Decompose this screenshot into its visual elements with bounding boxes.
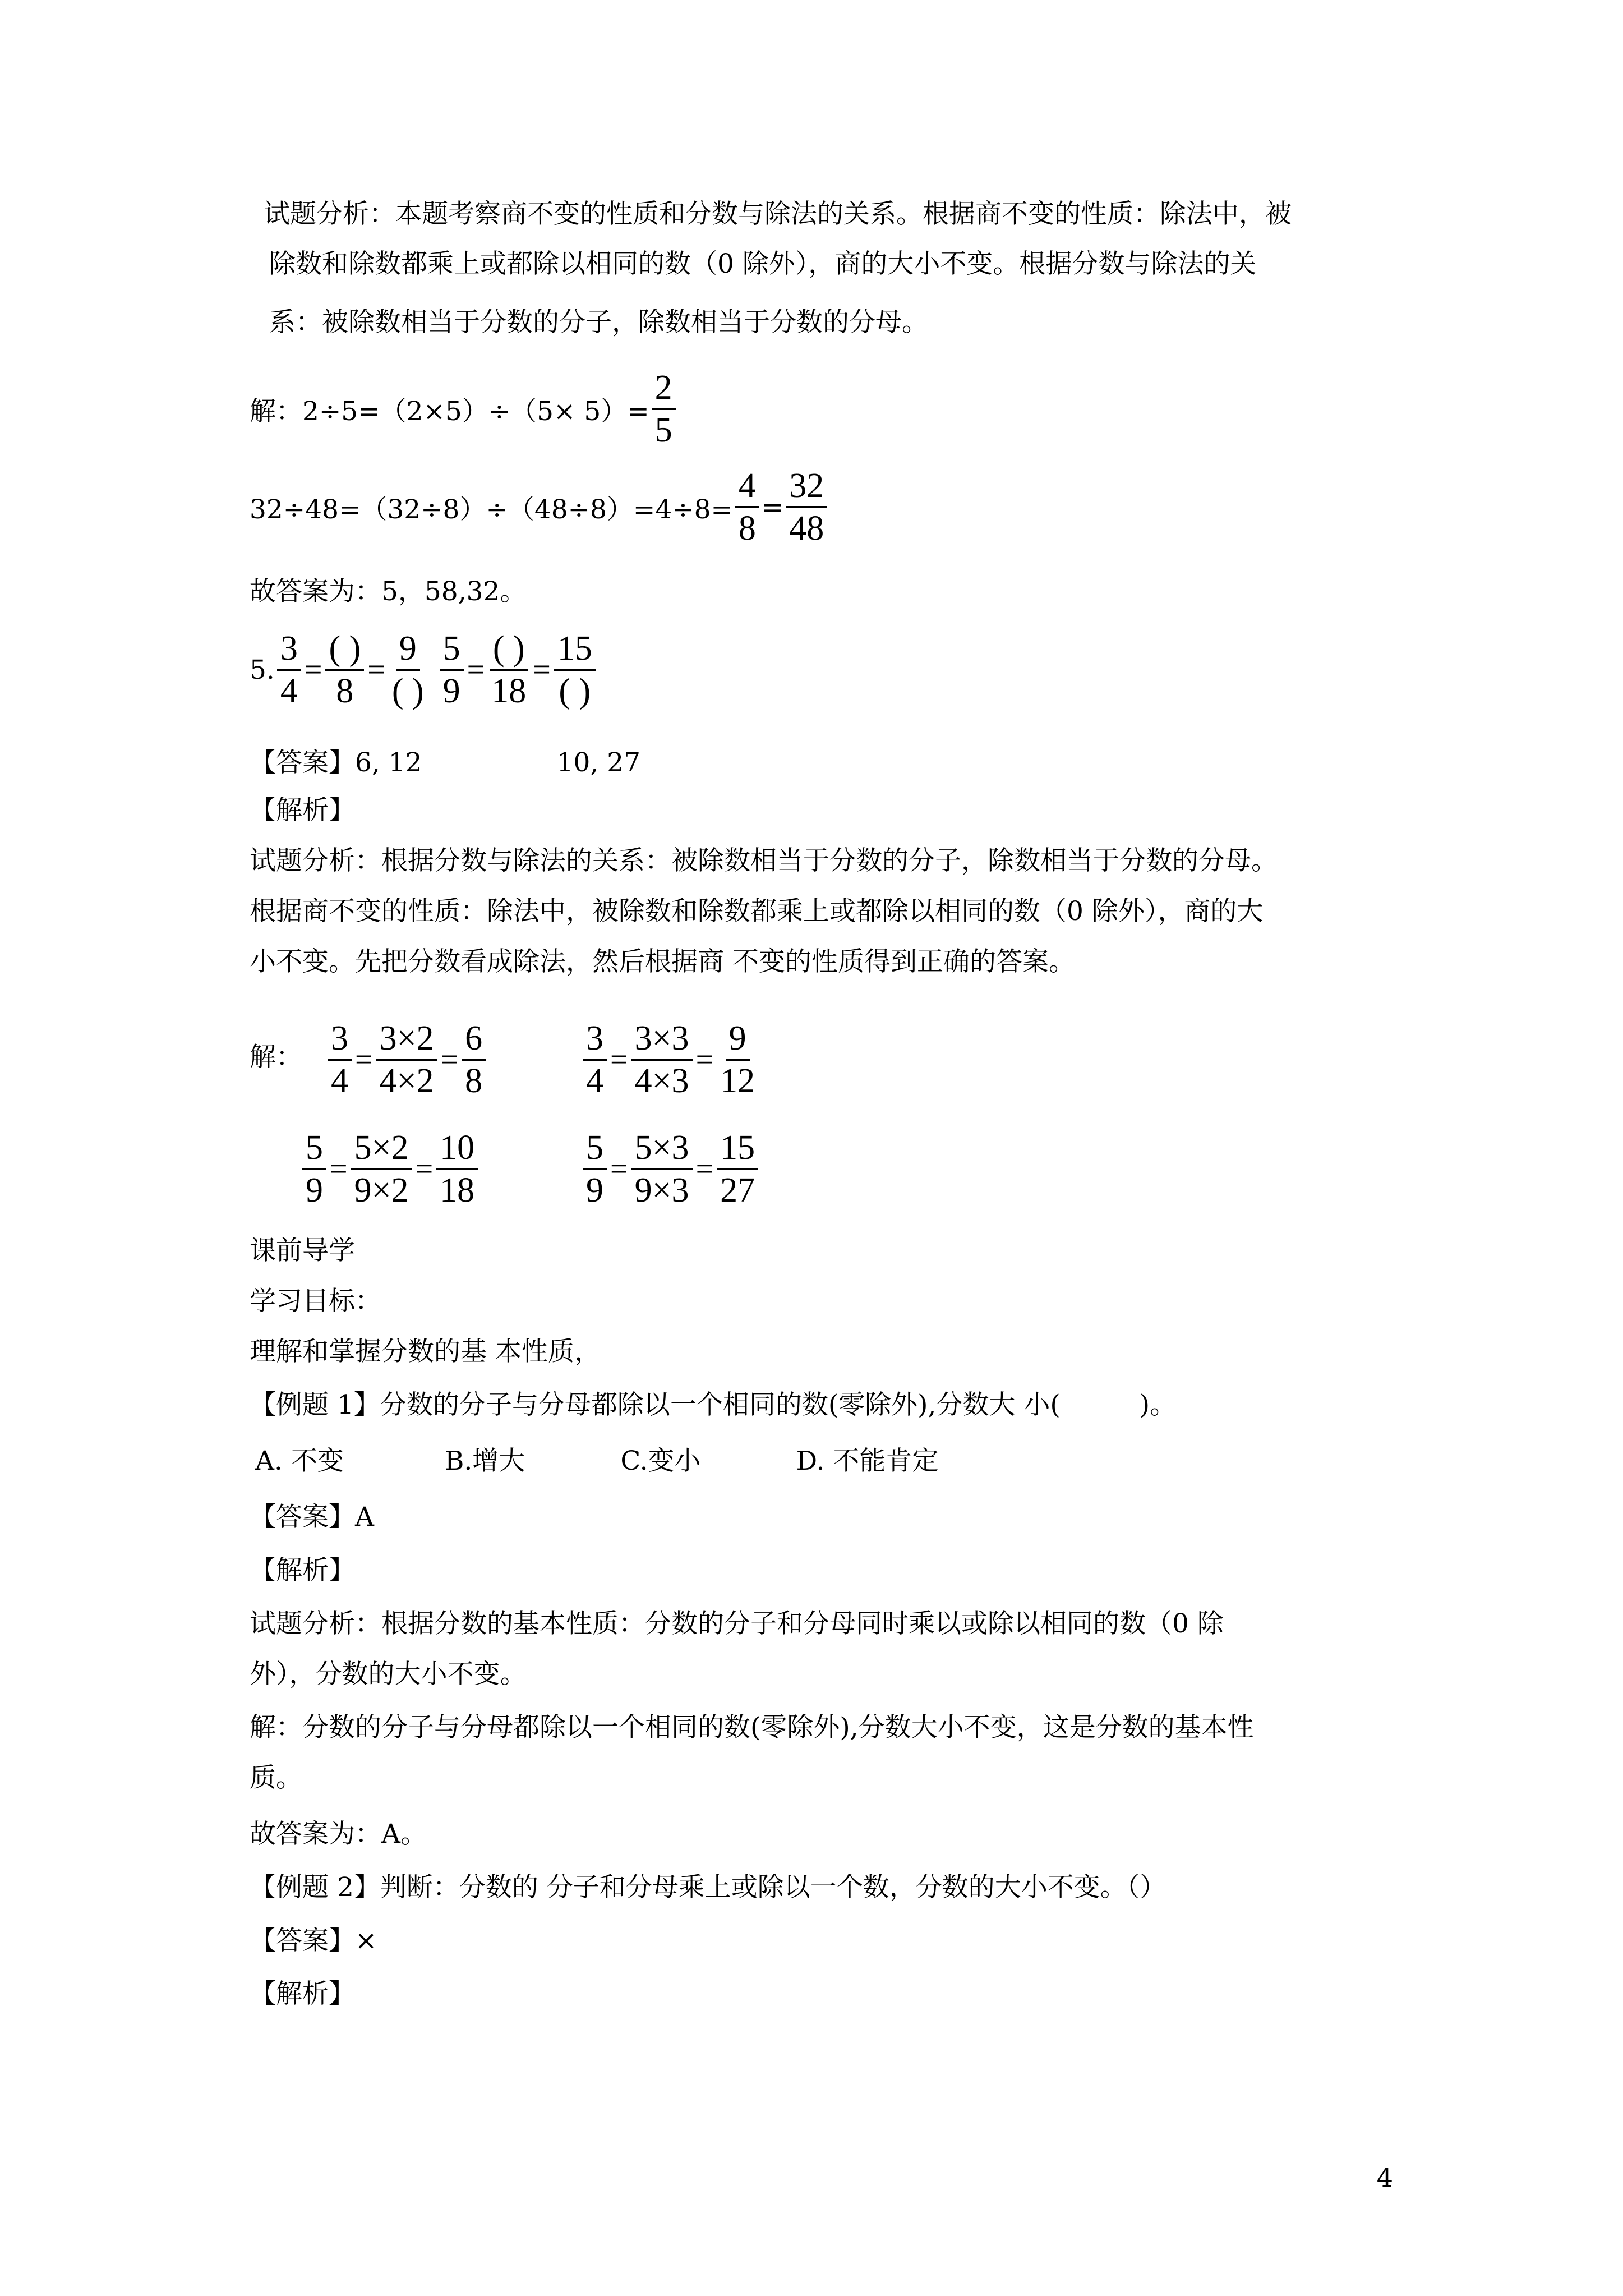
solution-text: 32÷48=（32÷8）÷（48÷8）=4÷8= <box>250 494 733 525</box>
equals-sign: = <box>304 652 322 687</box>
equals-sign: = <box>367 652 385 687</box>
fraction <box>351 1128 412 1211</box>
analysis-line: 试题分析：根据分数与除法的关系：被除数相当于分数的分子，除数相当于分数的分母。 <box>250 845 1278 876</box>
work-equation <box>325 1018 488 1101</box>
analysis-line: 根据商不变的性质：除法中，被除数和除数都乘上或都除以相同的数（0 除外），商的大 <box>250 896 1264 927</box>
numerator: 9 <box>726 1018 750 1061</box>
numerator: 4 <box>735 466 759 508</box>
denominator: 4×2 <box>379 1062 434 1100</box>
answer-line: 【答案】× <box>250 1925 377 1956</box>
option-d: D. 不能肯定 <box>796 1446 939 1476</box>
fraction <box>786 466 827 549</box>
fraction <box>376 1018 437 1101</box>
analysis-line: 除数和除数都乘上或都除以相同的数（0 除外），商的大小不变。根据分数与除法的关 <box>269 249 1257 279</box>
numerator: 6 <box>462 1018 486 1061</box>
equals-sign: = <box>695 1042 714 1077</box>
numerator: ( ) <box>325 628 364 671</box>
numerator: 3 <box>328 1018 352 1061</box>
fraction <box>652 367 676 450</box>
example-2-question: 【例题 2】判断：分数的 分子和分母乘上或除以一个数，分数的大小不变。（） <box>250 1872 1166 1903</box>
question-number: 5. <box>250 654 275 685</box>
answer-label: 【答案】 <box>250 747 355 778</box>
denominator: 27 <box>720 1171 755 1209</box>
solution-line-1 <box>250 367 678 450</box>
fraction <box>462 1018 486 1101</box>
denominator: ( ) <box>559 672 591 710</box>
denominator: 18 <box>440 1171 475 1209</box>
denominator: 8 <box>336 672 354 710</box>
option-c: C.变小 <box>620 1446 701 1476</box>
equals-sign: = <box>467 652 485 687</box>
numerator: 5×2 <box>351 1128 412 1170</box>
page-number: 4 <box>1376 2162 1393 2193</box>
equals-sign: = <box>533 652 551 687</box>
fraction <box>277 628 301 711</box>
numerator: 3×2 <box>376 1018 437 1061</box>
numerator: 10 <box>436 1128 478 1170</box>
solution-line-2 <box>250 466 829 549</box>
answer-line: 【答案】A <box>250 1502 374 1533</box>
fraction <box>583 1128 607 1211</box>
equals-sign: = <box>330 1152 348 1186</box>
fraction <box>325 628 364 711</box>
goal-text: 理解和掌握分数的基 本性质， <box>250 1336 601 1367</box>
denominator: 5 <box>654 411 672 449</box>
equals-sign: = <box>695 1152 714 1186</box>
work-equation <box>580 1128 760 1211</box>
analysis-line: 小不变。先把分数看成除法，然后根据商 不变的性质得到正确的答案。 <box>250 946 1075 977</box>
answer-line: 故答案为：5，58,32。 <box>250 576 527 607</box>
analysis-line: 试题分析：本题考察商不变的性质和分数与除法的关系。根据商不变的性质：除法中，被 <box>264 199 1292 229</box>
option-b: B.增大 <box>444 1446 525 1476</box>
example-1-options <box>255 1444 938 1478</box>
option-a: A. 不变 <box>255 1446 344 1476</box>
denominator: ( ) <box>391 672 424 710</box>
denominator: 48 <box>789 509 824 547</box>
analysis-line: 系：被除数相当于分数的分子，除数相当于分数的分母。 <box>269 307 928 338</box>
question-5 <box>250 628 598 711</box>
numerator: 3×3 <box>631 1018 693 1061</box>
denominator: 8 <box>465 1062 483 1100</box>
fraction <box>302 1128 326 1211</box>
equals-sign: = <box>355 1042 373 1077</box>
numerator: ( ) <box>490 628 528 671</box>
analysis-line: 试题分析：根据分数的基本性质：分数的分子和分母同时乘以或除以相同的数（0 除 <box>250 1608 1224 1639</box>
denominator: 12 <box>720 1062 755 1100</box>
answer-value: 10, 27 <box>556 747 641 778</box>
numerator: 15 <box>554 628 596 671</box>
work-equation <box>300 1128 480 1211</box>
solution-text: 解：2÷5=（2×5）÷（5× 5）= <box>250 395 649 427</box>
numerator: 9 <box>396 628 420 671</box>
numerator: 3 <box>277 628 301 671</box>
fraction <box>389 628 427 711</box>
denominator: 9×2 <box>354 1171 409 1209</box>
fraction <box>717 1018 758 1101</box>
numerator: 5 <box>583 1128 607 1170</box>
denominator: 9×3 <box>634 1171 689 1209</box>
fraction <box>328 1018 352 1101</box>
fraction <box>554 628 596 711</box>
equals-sign: = <box>610 1042 628 1077</box>
denominator: 9 <box>442 672 460 710</box>
equals-sign: = <box>440 1042 459 1077</box>
fraction <box>717 1128 758 1211</box>
denominator: 18 <box>491 672 527 710</box>
denominator: 4 <box>280 672 298 710</box>
denominator: 8 <box>738 509 756 547</box>
fraction <box>631 1128 693 1211</box>
equals-sign: = <box>415 1152 434 1186</box>
numerator: 2 <box>652 367 676 410</box>
fraction <box>436 1128 478 1211</box>
answer-line <box>250 746 640 780</box>
section-heading: 课前导学 <box>250 1235 355 1266</box>
numerator: 5×3 <box>631 1128 693 1170</box>
solve-line: 解：分数的分子与分母都除以一个相同的数(零除外),分数大小不变，这是分数的基本性 <box>250 1712 1254 1743</box>
numerator: 5 <box>302 1128 326 1170</box>
denominator: 4×3 <box>634 1062 689 1100</box>
fraction <box>735 466 759 549</box>
fraction <box>631 1018 693 1101</box>
equals-sign: = <box>610 1152 628 1186</box>
example-1-question: 【例题 1】分数的分子与分母都除以一个相同的数(零除外),分数大 小( )。 <box>250 1389 1177 1420</box>
numerator: 5 <box>440 628 464 671</box>
denominator: 9 <box>586 1171 603 1209</box>
equals-sign: = <box>761 491 784 523</box>
numerator: 15 <box>717 1128 758 1170</box>
work-equation <box>580 1018 760 1101</box>
analysis-label: 【解析】 <box>250 1978 355 2009</box>
denominator: 9 <box>306 1171 323 1209</box>
fraction <box>488 628 529 711</box>
fraction <box>583 1018 607 1101</box>
answer-value: 6, 12 <box>355 747 422 778</box>
analysis-label: 【解析】 <box>250 1555 355 1586</box>
answer-line: 故答案为：A。 <box>250 1819 427 1849</box>
solve-line: 质。 <box>250 1763 302 1793</box>
analysis-line: 外），分数的大小不变。 <box>250 1659 527 1690</box>
numerator: 32 <box>786 466 827 508</box>
numerator: 3 <box>583 1018 607 1061</box>
goal-label: 学习目标： <box>250 1286 381 1317</box>
denominator: 4 <box>586 1062 603 1100</box>
analysis-label: 【解析】 <box>250 795 355 826</box>
solve-label: 解： <box>250 1042 302 1073</box>
fraction <box>440 628 464 711</box>
denominator: 4 <box>331 1062 348 1100</box>
